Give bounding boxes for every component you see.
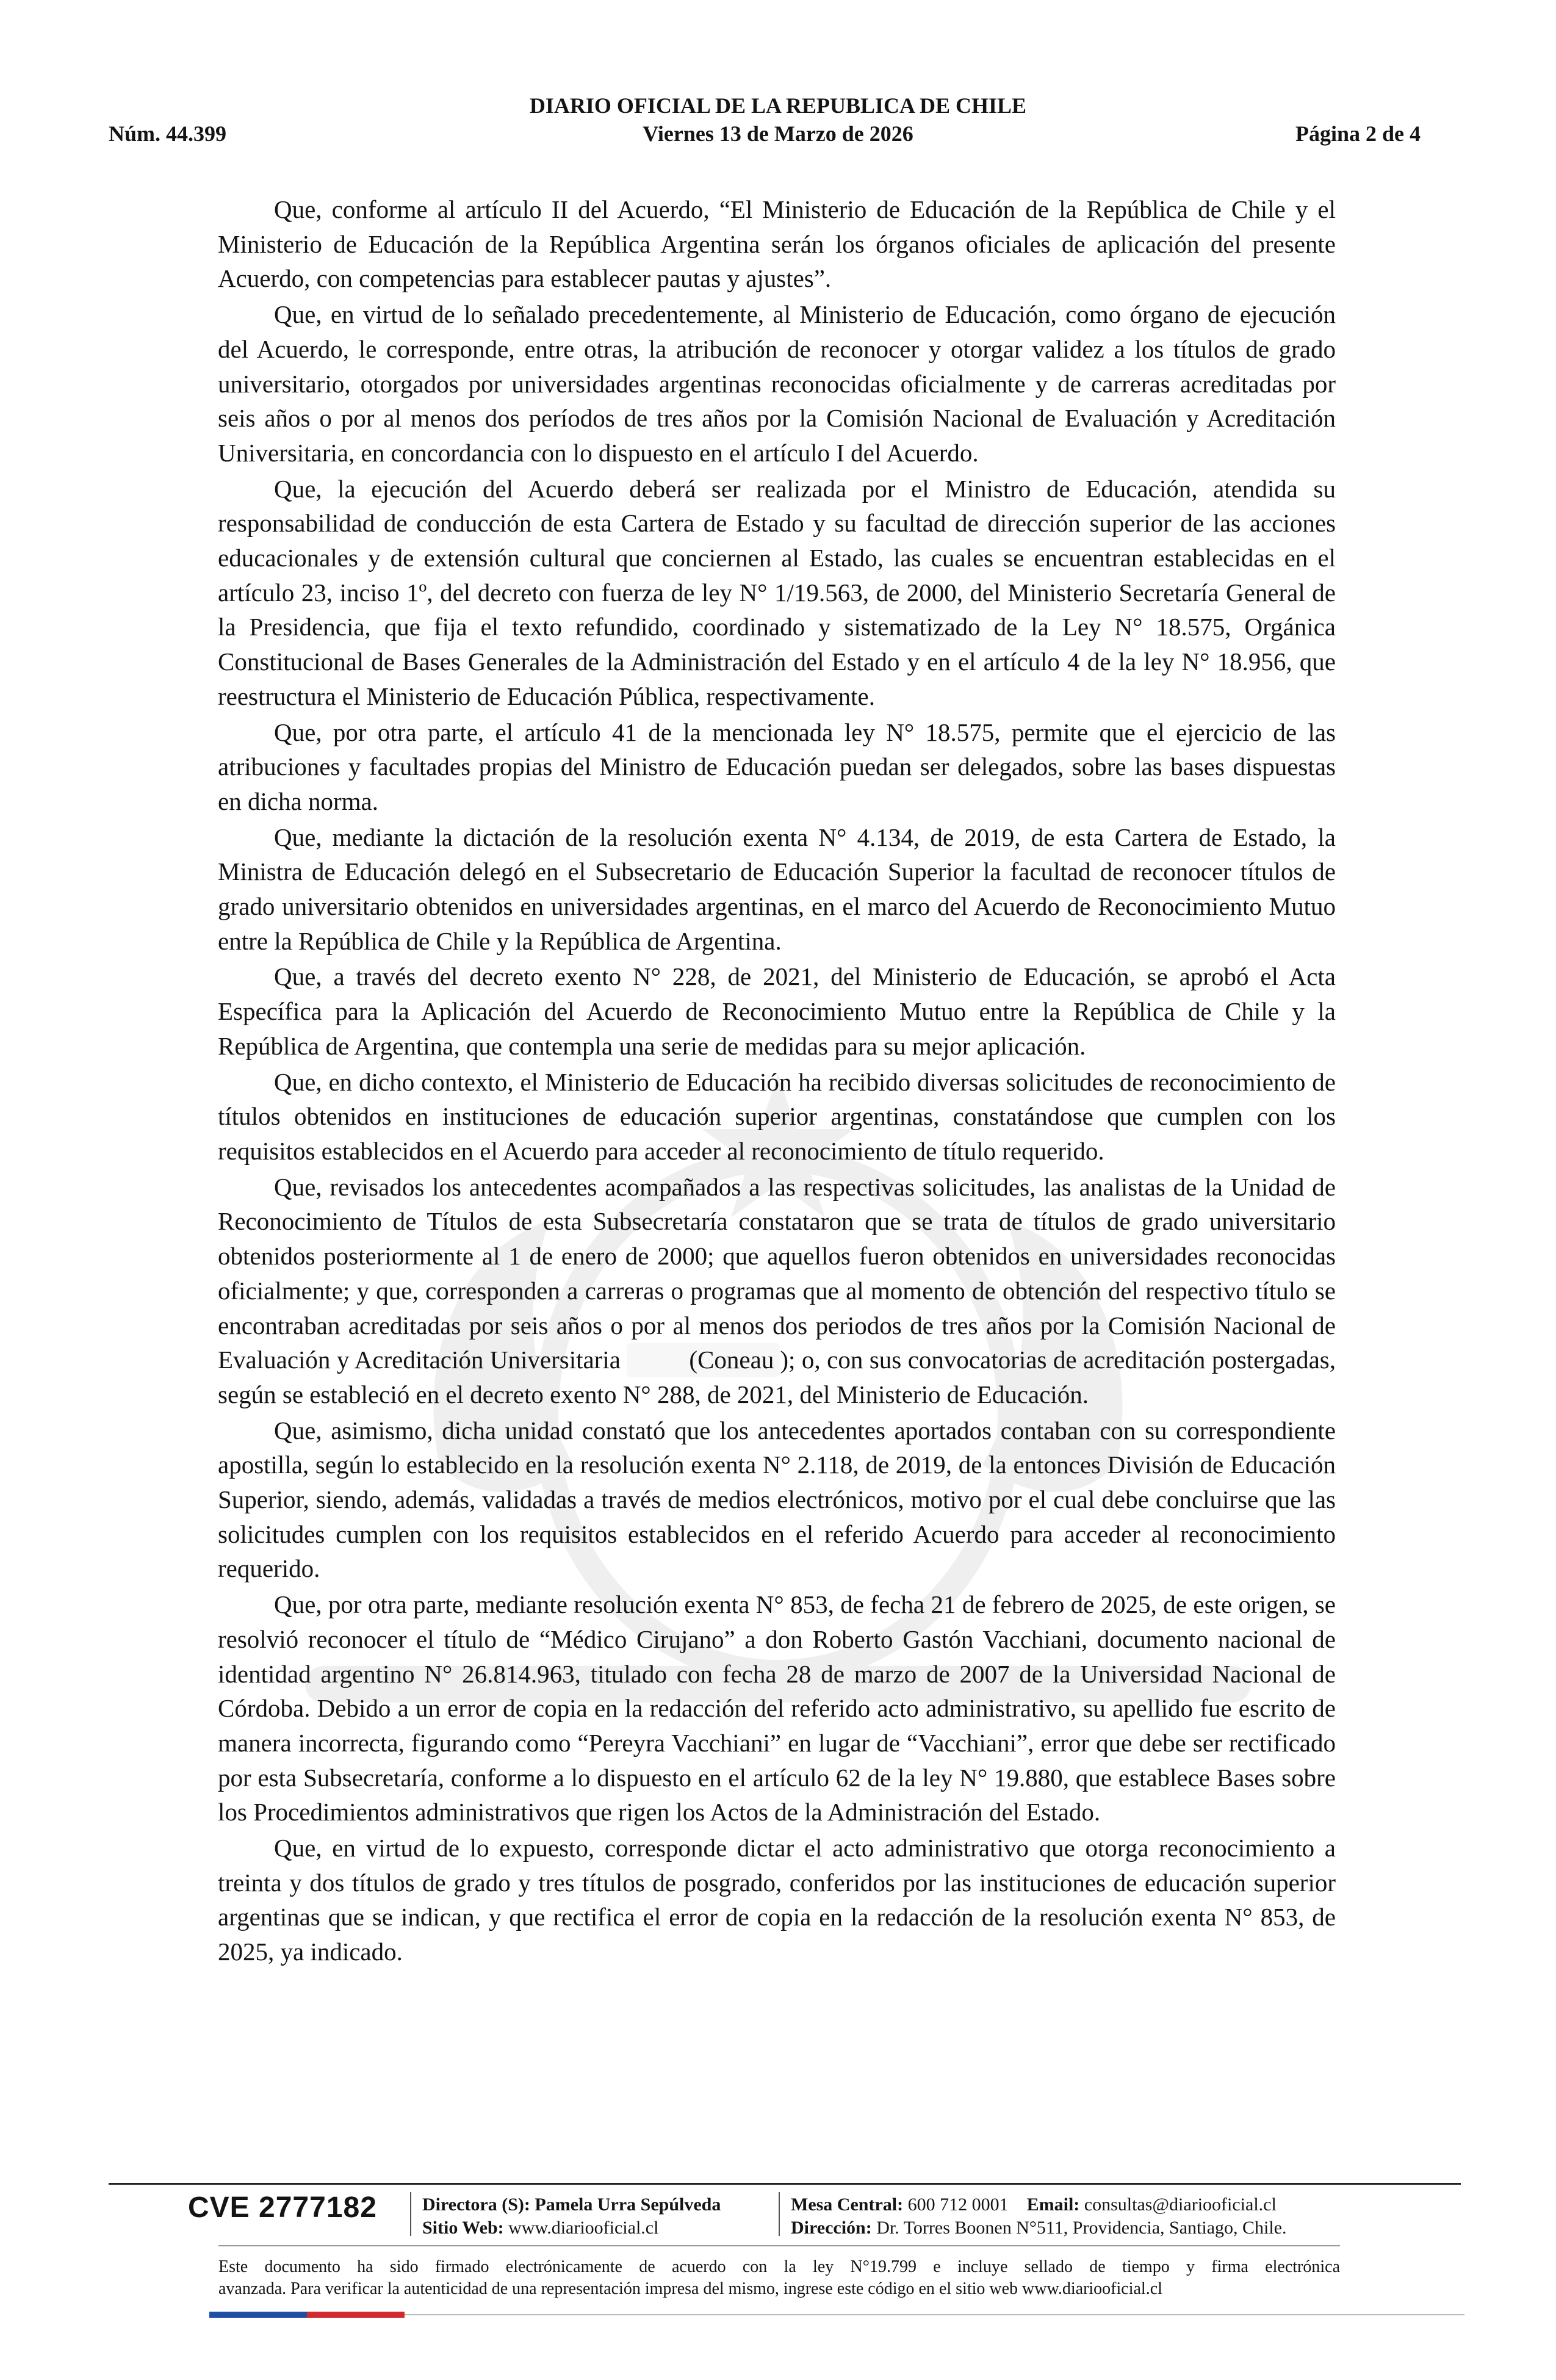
footer-separator — [779, 2192, 780, 2236]
paragraph: Que, mediante la dictación de la resolución exenta N° 4.134, de 2019, de esta Cartera de Estado, la Ministra de Educación delegó en el Subsecretario de Educación Superior la facultad de reconocer títulos de grado universitario obtenidos en universidades argentinas, en el marco del Acuerdo de Reconocimiento Mutuo entre la República de Chile y la República de Argentina. — [218, 823, 1336, 955]
paragraph: Que, la ejecución del Acuerdo deberá ser realizada por el Ministro de Educación, atendida su responsabilidad de conducción de esta Cartera de Estado y su facultad de dirección superior de las acciones educacionales y de extensión cultural que conciernen al Estado, las cuales se encuentran establecidas en el artículo 23, inciso 1º, del decreto con fuerza de ley N° 1/19.563, de 2000, del Ministerio Secretaría General de la Presidencia, que fija el texto refundido, coordinado y sistematizado de la Ley N° 18.575, Orgánica Constitucional de Bases Generales de la Administración del Estado y en el artículo 4 de la ley N° 18.956, que reestructura el Ministerio de Educación Pública, respectivamente. — [218, 474, 1336, 710]
paragraph-text: Que, revisados los antecedentes acompañados a las respectivas solicitudes, las analistas de la Unidad de Reconocimiento de Títulos de esta Subsecretaría constataron que se trata de títulos de grado universitario obtenidos posteriormente al 1 de enero de 2000; que aquellos fueron obtenidos en universidades reconocidas oficialmente; y que, corresponden a carreras o programas que al momento de obtención del respectivo título se encontraban acreditadas por seis años o por al menos dos periodos de tres años por la Comisión Nacional de Evaluación y Acreditación Universitaria — [218, 1172, 1336, 1374]
web-label: Sitio Web: — [422, 2218, 504, 2238]
footer-divider — [218, 2245, 1340, 2246]
phone-label: Mesa Central: — [791, 2194, 904, 2215]
paragraph: Que, en virtud de lo expuesto, corresponde dictar el acto administrativo que otorga reconocimiento a treinta y dos títulos de grado y tres títulos de posgrado, conferidos por las instituciones de educación superior argentinas que se indican, y que rectifica el error de copia en la redacción de la resolución exenta N° 853, de 2025, ya indicado. — [218, 1834, 1336, 1966]
director-label: Directora (S): — [422, 2194, 530, 2215]
cve-code: CVE 2777182 — [188, 2191, 377, 2224]
flag-red-stripe — [307, 2312, 405, 2318]
paragraph: Que, en virtud de lo señalado precedentemente, al Ministerio de Educación, como órgano de ejecución del Acuerdo, le corresponde, entre otras, la atribución de reconocer y otorgar validez a los títulos de grado universitario, otorgados por universidades argentinas reconocidas oficialmente y de carreras acreditadas por seis años o por al menos dos períodos de tres años por la Comisión Nacional de Evaluación y Acreditación Universitaria, en concordancia con lo dispuesto en el artículo I del Acuerdo. — [218, 300, 1336, 467]
signature-note-line: avanzada. Para verificar la autenticidad de una representación impresa del mismo, ingrese este código en el sitio web www.diariooficial.cl — [218, 2279, 1162, 2298]
web-link[interactable]: www.diariooficial.cl — [508, 2218, 659, 2238]
document-body — [218, 192, 1336, 1969]
paragraph: Que, asimismo, dicha unidad constató que los antecedentes aportados contaban con su correspondiente apostilla, según lo establecido en la resolución exenta N° 2.118, de 2019, de la entonces División de Educación Superior, siendo, además, validadas a través de medios electrónicos, motivo por el cual debe concluirse que las solicitudes cumplen con los requisitos establecidos en el referido Acuerdo para acceder al reconocimiento requerido. — [218, 1416, 1336, 1583]
flag-stripe — [209, 2312, 405, 2318]
footer-director-block — [422, 2193, 721, 2240]
email-label: Email: — [1026, 2194, 1080, 2215]
signature-note-line: Este documento ha sido firmado electrónicamente de acuerdo con la ley N°19.799 e incluye sellado de tiempo y firma electrónica — [218, 2257, 1340, 2276]
email-link[interactable]: consultas@diariooficial.cl — [1084, 2194, 1277, 2215]
page-header — [0, 0, 1556, 146]
paragraph: Que, por otra parte, mediante resolución exenta N° 853, de fecha 21 de febrero de 2025, de este origen, se resolvió reconocer el título de “Médico Cirujano” a don Roberto Gastón Vacchiani, documento nacional de identidad argentino N° 26.814.963, titulado con fecha 28 de marzo de 2007 de la Universidad Nacional de Córdoba. Debido a un error de copia en la redacción del referido acto administrativo, su apellido fue escrito de manera incorrecta, figurando como “Pereyra Vacchiani” en lugar de “Vacchiani”, error que debe ser rectificado por esta Subsecretaría, conforme a lo dispuesto en el artículo 62 de la ley N° 19.880, que establece Bases sobre los Procedimientos administrativos que rigen los Actos de la Administración del Estado. — [218, 1590, 1336, 1826]
footer-bottom-line — [405, 2314, 1464, 2315]
paragraph: Que, por otra parte, el artículo 41 de la mencionada ley N° 18.575, permite que el ejercicio de las atribuciones y facultades propias del Ministro de Educación puedan ser delegados, sobre las bases dispuestas en dicha norma. — [218, 718, 1336, 815]
flag-blue-stripe — [209, 2312, 307, 2318]
footer-contact-block — [791, 2193, 1287, 2240]
signature-note — [218, 2256, 1340, 2300]
paragraph: Que, a través del decreto exento N° 228, de 2021, del Ministerio de Educación, se aprobó el Acta Específica para la Aplicación del Acuerdo de Reconocimiento Mutuo entre la República de Chile y la República de Argentina, que contempla una serie de medidas para su mejor aplicación. — [218, 962, 1336, 1060]
phone-value: 600 712 0001 — [907, 2194, 1009, 2215]
address-value: Dr. Torres Boonen N°511, Providencia, Santiago, Chile. — [876, 2218, 1287, 2238]
paragraph: Que, conforme al artículo II del Acuerdo, “El Ministerio de Educación de la República de Chile y el Ministerio de Educación de la República Argentina serán los órganos oficiales de aplicación del presente Acuerdo, con competencias para establecer pautas y ajustes”. — [218, 195, 1336, 293]
publication-title: DIARIO OFICIAL DE LA REPUBLICA DE CHILE — [529, 93, 1027, 118]
page-indicator: Página 2 de 4 — [1295, 121, 1421, 146]
issue-date: Viernes 13 de Marzo de 2026 — [643, 121, 913, 146]
address-label: Dirección: — [791, 2218, 872, 2238]
issue-number: Núm. 44.399 — [109, 121, 227, 146]
paragraph-text: ); o, con sus convocatorias de acreditación postergadas, según se estableció en el decreto exento N° 288, de 2021, del Ministerio de Educación. — [218, 1346, 1336, 1408]
director-name: Pamela Urra Sepúlveda — [535, 2194, 721, 2215]
footer-divider — [109, 2183, 1461, 2185]
paragraph — [218, 1170, 1336, 1412]
paragraph: Que, en dicho contexto, el Ministerio de Educación ha recibido diversas solicitudes de reconocimiento de títulos obtenidos en instituciones de educación superior argentinas, constatándose que cumplen con los requisitos establecidos en el Acuerdo para acceder al reconocimiento de título requerido. — [218, 1067, 1336, 1165]
coneau-highlight: (Coneau — [627, 1343, 780, 1377]
footer-separator — [410, 2192, 411, 2236]
